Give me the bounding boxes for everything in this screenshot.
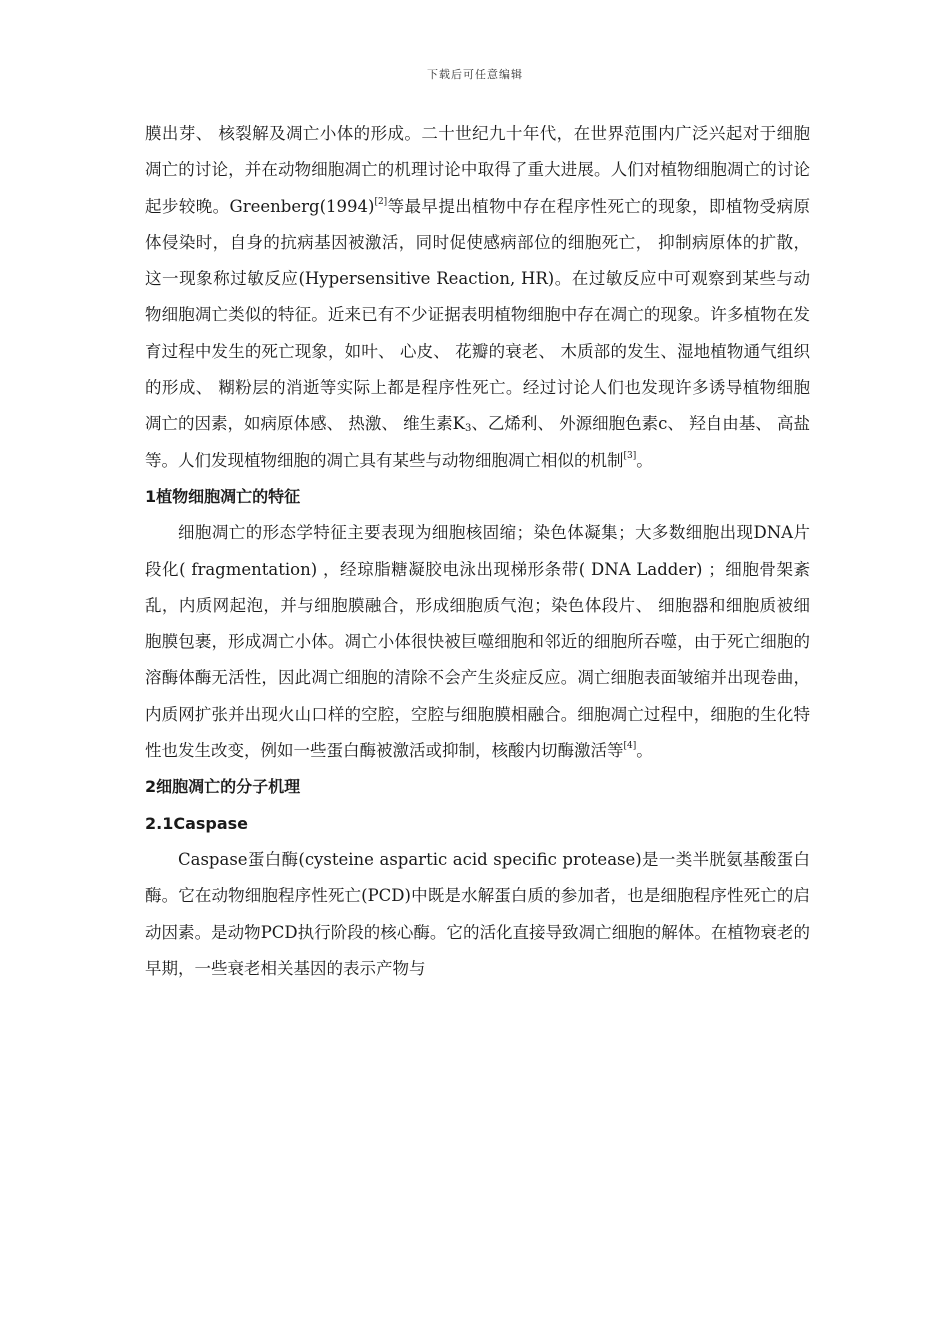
document-body [145,116,810,987]
paragraph-text: 细胞凋亡的形态学特征主要表现为细胞核固缩；染色体凝集；大多数细胞出现DNA片段化( fragmentation) ，经琼脂糖凝胶电泳出现梯形条带( DNA Ladder) ；细胞骨架紊乱，内质网起泡，并与细胞膜融合，形成细胞质气泡；染色体段片、 细胞器和细胞质被细胞膜包裹，形成凋亡小体。凋亡小体很快被巨噬细胞和邻近的细胞所吞噬，由于死亡细胞的溶酶体酶无活性，因此凋亡细胞的清除不会产生炎症反应。凋亡细胞表面皱缩并出现卷曲，内质网扩张并出现火山口样的空腔，空腔与细胞膜相融合。细胞凋亡过程中，细胞的生化特性也发生改变，例如一些蛋白酶被激活或抑制，核酸内切酶激活等 [145,523,810,761]
section-heading-2: 2细胞凋亡的分子机理 [145,777,301,797]
paragraph-text: 。 [636,741,653,761]
subsection-heading-2-1: 2.1Caspase [145,813,249,833]
paragraph-caspase [145,842,810,987]
paragraph-text: Caspase蛋白酶(cysteine aspartic acid specific protease)是一类半胱氨基酸蛋白酶。它在动物细胞程序性死亡(PCD)中既是水解蛋白质的参加者，也是细胞程序性死亡的启动因素。是动物PCD执行阶段的核心酶。它的活化直接导致凋亡细胞的解体。在植物衰老的早期，一些衰老相关基因的表示产物与 [145,849,810,978]
citation-ref: [2] [374,196,388,207]
page-header: 下载后可任意编辑 [427,68,523,81]
paragraph-text: 。 [636,450,653,470]
paragraph-text: 膜出芽、 核裂解及凋亡小体的形成。二十世纪九十年代，在世界范围内广泛兴起对于细胞凋亡的讨论，并在动物细胞凋亡的机理讨论中取得了重大进展。人们对植物细胞凋亡的讨论起步较晚。Greenberg(1994) [145,124,810,216]
subscript: 3 [464,423,472,435]
citation-ref: [4] [623,741,637,752]
section-heading-1: 1植物细胞凋亡的特征 [145,486,301,506]
paragraph-text: 、乙烯利、 外源细胞色素c、 羟自由基、 高盐等。人们发现植物细胞的凋亡具有某些与动物细胞凋亡相似的机制 [145,414,810,470]
paragraph-features [145,515,810,769]
citation-ref: [3] [623,450,637,461]
paragraph-intro [145,116,810,479]
paragraph-text: 等最早提出植物中存在程序性死亡的现象，即植物受病原体侵染时，自身的抗病基因被激活，同时促使感病部位的细胞死亡， 抑制病原体的扩散， 这一现象称过敏反应(Hypersensitive Reaction, HR)。在过敏反应中可观察到某些与动物细胞凋亡类似的特征。近来已有不少证据表明植物细胞中存在凋亡的现象。许多植物在发育过程中发生的死亡现象，如叶、 心皮、 花瓣的衰老、 木质部的发生、湿地植物通气组织的形成、 糊粉层的消逝等实际上都是程序性死亡。经过讨论人们也发现许多诱导植物细胞凋亡的因素，如病原体感、 热激、 维生素K [145,196,811,434]
